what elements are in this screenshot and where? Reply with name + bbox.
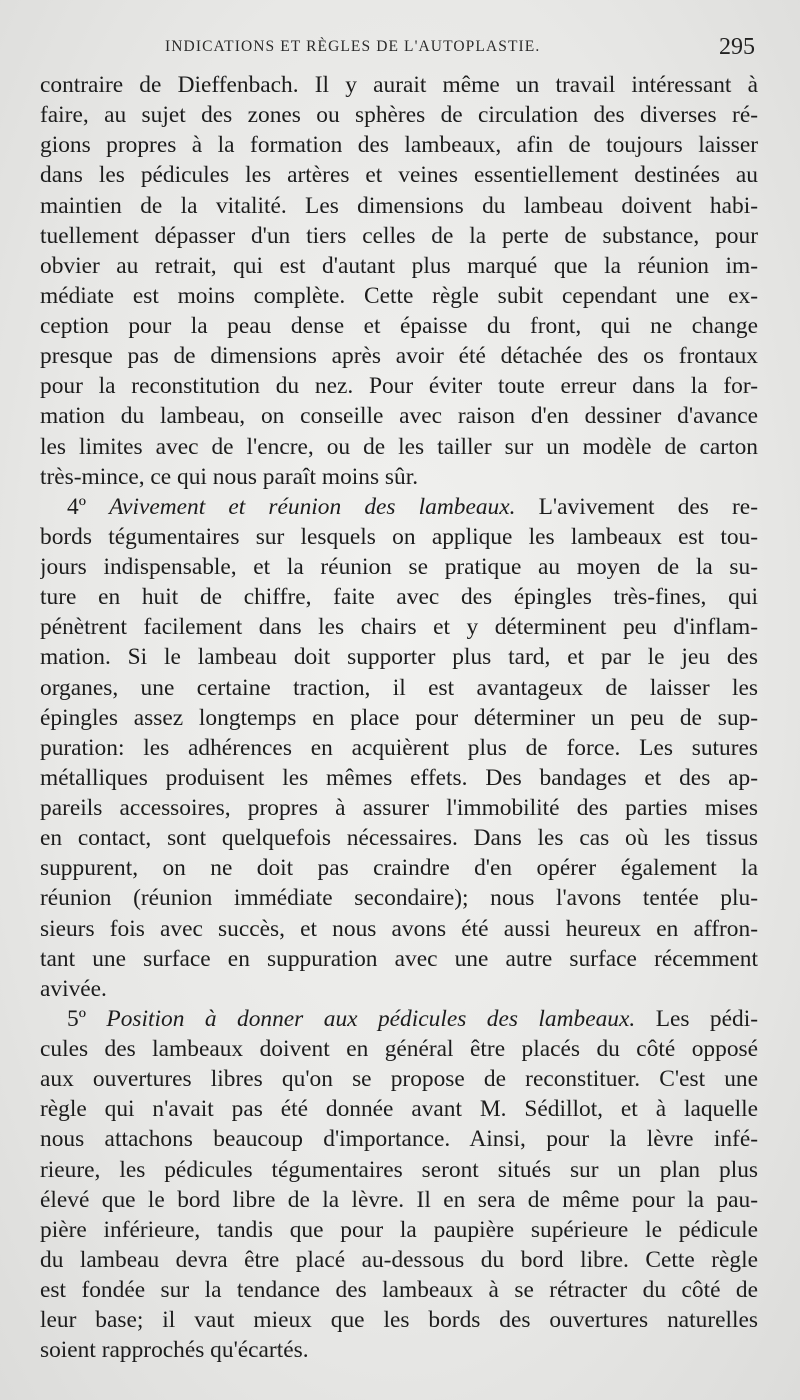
running-title: INDICATIONS ET RÈGLES DE L'AUTOPLASTIE. — [165, 38, 541, 55]
page-header — [165, 34, 755, 64]
text-line: pareils accessoires, propres à assurer l'immobilité des parties mises — [40, 795, 758, 821]
text-line: règle qui n'avait pas été donnée avant M. Sédillot, et à laquelle — [40, 1096, 758, 1123]
section-title: Position à donner aux pédicules des lambeaux. — [106, 1005, 636, 1032]
text-line: rieure, les pédicules tégumentaires seront situés sur un plan plus — [40, 1156, 758, 1183]
text-line: mation. Si le lambeau doit supporter plus tard, et par le jeu des — [40, 644, 758, 671]
text-line: réunion (réunion immédiate secondaire); nous l'avons tentée plu- — [40, 885, 758, 912]
text-line: tant une surface en suppuration avec une autre surface récemment — [40, 945, 758, 972]
section-title: Avivement et réunion des lambeaux. — [109, 493, 516, 520]
text-line: cules des lambeaux doivent en général être placés du côté opposé — [40, 1036, 758, 1062]
text-line: nous attachons beaucoup d'importance. Ainsi, pour la lèvre infé- — [40, 1126, 758, 1153]
text-line: est fondée sur la tendance des lambeaux à se rétracter du côté de — [40, 1277, 758, 1303]
text-line: pour la reconstitution du nez. Pour éviter toute erreur dans la for- — [40, 373, 758, 400]
text-line: épingles assez longtemps en place pour déterminer un peu de sup- — [40, 704, 758, 731]
section-text: Les pédi- — [655, 1005, 758, 1032]
text-line: suppurent, on ne doit pas craindre d'en opérer également la — [40, 855, 758, 882]
text-line: dans les pédicules les artères et veines essentiellement destinées au — [40, 162, 758, 189]
page-number: 295 — [719, 34, 755, 60]
text-line: avivée. — [40, 975, 107, 1002]
text-line: en contact, sont quelquefois nécessaires. Dans les cas où les tissus — [40, 825, 758, 852]
text-line: contraire de Dieffenbach. Il y aurait même un travail intéressant à — [40, 72, 758, 98]
text-line: organes, une certaine traction, il est avantageux de laisser les — [40, 674, 758, 701]
text-line: aux ouvertures libres qu'on se propose de reconstituer. C'est une — [40, 1066, 758, 1093]
text-line: les limites avec de l'encre, ou de les tailler sur un modèle de carton — [40, 433, 758, 460]
text-line: métalliques produisent les mêmes effets. Des bandages et des ap- — [40, 764, 758, 791]
text-line: tuellement dépasser d'un tiers celles de la perte de substance, pour — [40, 222, 758, 249]
text-line: ception pour la peau dense et épaisse du front, qui ne change — [40, 313, 758, 339]
text-line: mation du lambeau, on conseille avec raison d'en dessiner d'avance — [40, 403, 758, 430]
text-line: puration: les adhérences en acquièrent plus de force. Les sutures — [40, 734, 758, 761]
text-line: du lambeau devra être placé au-dessous du bord libre. Cette règle — [40, 1246, 758, 1273]
text-line: élevé que le bord libre de la lèvre. Il en sera de même pour la pau- — [40, 1186, 758, 1213]
text-line: faire, au sujet des zones ou sphères de circulation des diverses ré- — [40, 102, 758, 129]
section-text: L'avivement des re- — [538, 493, 758, 520]
section-heading-line — [40, 492, 758, 522]
text-line: ture en huit de chiffre, faite avec des épingles très-fines, qui — [40, 584, 758, 611]
text-line: leur base; il vaut mieux que les bords des ouvertures naturelles — [40, 1307, 758, 1334]
text-line: obvier au retrait, qui est d'autant plus marqué que la réunion im- — [40, 252, 758, 279]
text-line: jours indispensable, et la réunion se pratique au moyen de la su- — [40, 554, 758, 580]
text-line: gions propres à la formation des lambeaux, afin de toujours laisser — [40, 132, 758, 159]
section-heading-line — [40, 1004, 758, 1034]
section-number: 5º — [67, 1005, 86, 1032]
text-line: sieurs fois avec succès, et nous avons été aussi heureux en affron- — [40, 915, 758, 942]
text-line: maintien de la vitalité. Les dimensions du lambeau doivent habi- — [40, 192, 758, 219]
text-line: soient rapprochés qu'écartés. — [40, 1337, 309, 1364]
text-line: pénètrent facilement dans les chairs et y déterminent peu d'inflam- — [40, 614, 758, 641]
body-text — [40, 70, 758, 1365]
text-line: médiate est moins complète. Cette règle subit cependant une ex- — [40, 282, 758, 309]
section-number: 4º — [67, 493, 86, 520]
text-line: bords tégumentaires sur lesquels on applique les lambeaux est tou- — [40, 523, 758, 550]
text-line: pière inférieure, tandis que pour la paupière supérieure le pédicule — [40, 1216, 758, 1243]
text-line: presque pas de dimensions après avoir été détachée des os frontaux — [40, 343, 758, 370]
text-line: très-mince, ce qui nous paraît moins sûr. — [40, 463, 419, 490]
